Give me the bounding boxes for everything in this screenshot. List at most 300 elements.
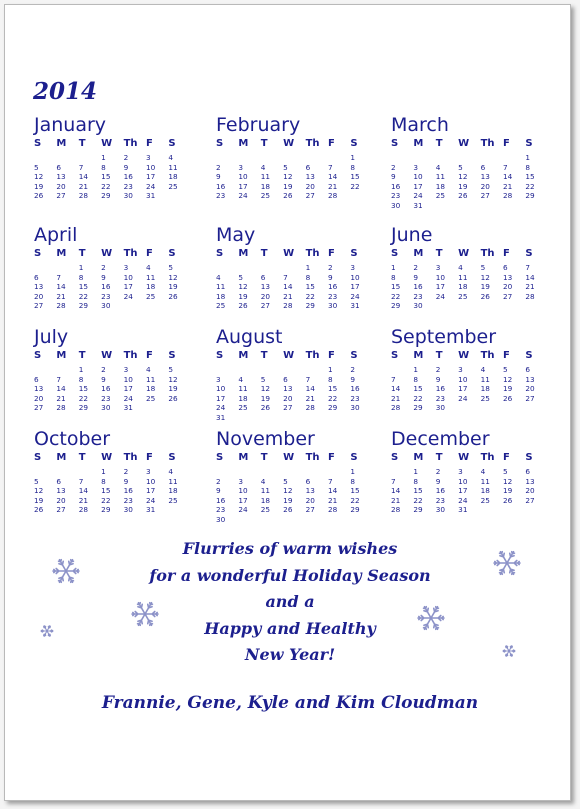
day-cell: 27 [260,301,271,310]
day-cell: 25 [458,291,468,301]
day-cell: 17 [238,181,248,191]
day-cell: 8 [78,374,84,384]
day-cell: 19 [283,181,293,191]
day-cell: 29 [305,301,315,310]
day-cell: 14 [78,486,89,495]
weekday-header: Th [305,137,320,149]
month-name: December [391,428,490,450]
day-cell: 10 [238,172,248,181]
month-grid [34,450,191,515]
day-cell: 10 [413,172,423,181]
day-cell: 26 [34,505,44,514]
day-cell [34,261,56,273]
day-cell: 1 [413,467,419,476]
weekday-header: S [34,451,42,463]
day-cell: 22 [413,393,423,403]
day-cell: 16 [101,282,111,291]
day-cell [238,413,260,423]
day-cell: 3 [238,162,244,172]
day-cell: 26 [168,393,178,403]
week-row [216,182,373,192]
day-cell [283,363,305,375]
day-cell: 8 [350,162,355,172]
week-row [216,163,373,173]
day-cell: 28 [391,505,401,514]
day-cell: 24 [458,393,468,403]
day-cell: 30 [101,403,111,412]
day-cell: 24 [145,495,156,505]
weekday-header: Th [480,247,495,259]
day-cell: 26 [502,393,513,403]
day-cell: 6 [283,374,288,384]
week-row [391,163,548,173]
weekday-header: F [327,247,335,259]
day-cell: 22 [413,495,423,505]
day-cell: 12 [283,486,293,495]
day-cell [458,201,480,211]
day-cell: 17 [123,384,133,393]
day-cell [261,151,283,163]
day-cell: 23 [435,495,446,505]
day-cell: 27 [525,495,535,505]
day-cell: 15 [78,282,89,291]
day-cell: 2 [216,162,221,172]
day-cell: 30 [216,514,226,524]
day-cell: 26 [260,403,271,412]
day-cell [481,403,503,413]
day-cell: 3 [435,263,441,272]
day-cell: 7 [78,476,84,486]
weekday-header: T [435,137,443,149]
day-cell: 5 [283,162,288,172]
day-cell [306,465,328,477]
day-cell: 9 [413,272,419,282]
day-cell: 25 [260,191,271,200]
day-cell: 1 [391,263,396,272]
day-cell: 14 [327,486,338,495]
day-cell: 19 [238,291,248,301]
day-cell: 19 [168,282,178,291]
day-cell: 18 [480,486,490,495]
day-cell: 9 [101,374,106,384]
day-cell: 26 [283,505,293,514]
weekday-header: T [78,247,86,259]
week-row [391,496,548,506]
week-row [216,496,373,506]
weekday-header: Th [123,247,138,259]
month-name: July [34,326,69,348]
day-cell: 28 [283,301,293,310]
snowflake-icon [417,604,445,632]
day-cell: 17 [145,172,156,181]
day-cell: 23 [435,393,446,403]
day-cell: 16 [123,172,133,181]
day-cell: 12 [168,272,178,282]
week-row [216,292,373,302]
day-cell: 2 [435,365,441,374]
day-cell: 20 [260,291,271,301]
day-cell: 9 [101,272,106,282]
day-cell [124,301,146,311]
weekday-header: S [391,349,399,361]
day-cell: 22 [525,181,535,191]
day-cell: 8 [525,162,530,172]
day-cell: 28 [305,403,315,412]
day-cell: 11 [168,162,178,172]
day-cell: 27 [56,191,66,200]
day-cell: 23 [216,191,226,200]
weekday-header: T [78,349,86,361]
day-cell: 21 [391,393,401,403]
day-cell: 13 [525,374,535,384]
day-cell: 10 [458,476,468,486]
day-cell: 20 [502,282,513,291]
weekday-header: M [56,451,67,463]
week-row [216,273,373,283]
weekday-header: S [168,451,176,463]
day-cell [328,413,350,423]
weekday-header: F [502,247,510,259]
day-cell: 13 [34,384,44,393]
day-cell: 30 [350,403,360,412]
day-cell: 19 [260,393,271,403]
day-cell: 20 [34,393,44,403]
week-row [391,375,548,385]
weekday-header: T [435,451,443,463]
day-cell [261,465,283,477]
day-cell: 16 [216,495,226,505]
day-cell: 6 [480,162,486,172]
weekday-header: Th [480,349,495,361]
day-cell: 3 [145,153,151,162]
day-cell: 3 [123,263,129,272]
day-cell [503,151,525,163]
day-cell: 31 [458,505,468,514]
day-cell: 12 [480,272,490,282]
weekday-header: M [238,247,249,259]
weekday-header: S [34,349,42,361]
day-cell: 10 [350,272,360,282]
month-february [216,114,386,201]
week-row [34,477,191,487]
weekday-header: Th [305,349,320,361]
greeting-line: and a [265,592,315,611]
week-row [34,403,191,413]
day-cell [503,505,525,515]
day-cell: 20 [525,486,535,495]
day-cell: 22 [78,291,89,301]
day-cell: 13 [34,282,44,291]
day-cell: 3 [458,365,463,374]
day-cell: 22 [350,495,360,505]
day-cell: 20 [480,181,490,191]
day-cell: 24 [216,403,226,412]
weekday-header: S [216,349,224,361]
day-cell: 9 [327,272,333,282]
day-cell: 6 [502,263,508,272]
day-cell: 23 [123,181,133,191]
day-cell: 2 [101,365,106,374]
day-cell [350,413,372,423]
month-name: January [34,114,107,136]
month-name: April [34,224,78,246]
day-cell: 6 [34,374,39,384]
day-cell: 19 [458,181,468,191]
day-cell: 31 [123,403,133,412]
day-cell [56,261,78,273]
week-row [216,282,373,292]
day-cell: 11 [238,384,248,393]
month-january [34,114,204,201]
day-cell: 4 [260,476,266,486]
day-cell [146,301,168,311]
day-cell: 18 [168,486,178,495]
day-cell: 26 [458,191,468,200]
day-cell: 18 [216,291,226,301]
weekday-header: S [350,247,358,259]
weekday-header: S [350,451,358,463]
month-april [34,224,204,311]
snowflake-icon [52,557,80,585]
day-cell [328,151,350,163]
weekday-header: F [327,137,335,149]
day-cell: 18 [238,393,248,403]
day-cell: 16 [123,486,133,495]
day-cell: 10 [145,162,156,172]
day-cell: 21 [327,181,338,191]
day-cell: 5 [458,162,463,172]
day-cell [34,465,56,477]
day-cell: 22 [327,393,338,403]
day-cell: 2 [350,365,355,374]
weekday-header: S [34,247,42,259]
day-cell: 20 [305,495,315,505]
day-cell [458,403,480,413]
day-cell: 8 [78,272,84,282]
day-cell: 17 [238,495,248,505]
day-cell: 12 [283,172,293,181]
day-cell: 1 [350,153,355,162]
day-cell: 1 [78,263,84,272]
weekday-header: Th [305,247,320,259]
weekday-header: W [101,247,113,259]
day-cell: 2 [391,162,396,172]
week-row [391,273,548,283]
day-cell: 3 [216,374,221,384]
day-cell: 6 [260,272,266,282]
day-cell: 14 [305,384,315,393]
week-row [391,363,548,375]
day-cell [146,403,168,413]
day-cell: 13 [305,172,315,181]
week-row [216,403,373,413]
day-cell: 14 [56,384,66,393]
day-cell: 28 [327,191,338,200]
month-grid [216,450,373,524]
day-cell [168,403,190,413]
day-cell [391,151,413,163]
day-cell [525,505,547,515]
day-cell [436,301,458,311]
day-cell: 24 [413,191,423,200]
day-cell: 18 [145,384,156,393]
day-cell: 6 [56,476,62,486]
weekday-header: F [145,247,153,259]
day-cell: 6 [305,162,311,172]
day-cell [283,465,305,477]
day-cell [481,201,503,211]
day-cell: 24 [145,181,156,191]
day-cell [436,201,458,211]
weekday-header: M [238,349,249,361]
day-cell: 18 [480,384,490,393]
day-cell [34,151,56,163]
day-cell: 22 [78,393,89,403]
weekday-header: W [283,451,295,463]
day-cell: 22 [101,181,111,191]
day-cell [216,363,238,375]
day-cell: 23 [101,393,111,403]
day-cell: 20 [56,495,66,505]
weekday-header: M [413,137,424,149]
day-cell: 21 [391,495,401,505]
day-cell [481,151,503,163]
day-cell: 9 [123,476,129,486]
day-cell: 13 [305,486,315,495]
snowflake-icon [493,549,521,577]
weekday-header: T [260,137,268,149]
day-cell [328,515,350,525]
weekday-header: F [502,349,510,361]
day-cell: 9 [123,162,129,172]
day-cell: 27 [525,393,535,403]
day-cell: 10 [435,272,446,282]
day-cell: 13 [502,272,513,282]
week-row [391,172,548,182]
day-cell: 21 [327,495,338,505]
day-cell: 10 [123,374,133,384]
weekday-header: W [283,349,295,361]
day-cell: 4 [216,272,221,282]
week-row [216,477,373,487]
day-cell: 1 [101,467,106,476]
day-cell: 28 [502,191,513,200]
week-row [216,301,373,311]
weekday-header: M [413,247,424,259]
day-cell [216,151,238,163]
day-cell: 2 [101,263,106,272]
weekday-header: M [56,247,67,259]
day-cell [56,465,78,477]
day-cell: 1 [350,467,355,476]
day-cell: 19 [480,282,490,291]
day-cell: 1 [327,365,333,374]
day-cell: 25 [168,181,178,191]
weekday-header: M [56,137,67,149]
weekday-header: S [350,137,358,149]
week-row [34,363,191,375]
day-cell: 15 [101,172,111,181]
day-cell: 21 [78,495,89,505]
day-cell: 12 [502,476,513,486]
week-row [34,375,191,385]
weekday-header: W [458,451,470,463]
day-cell: 13 [480,172,490,181]
day-cell: 31 [350,301,360,310]
day-cell: 21 [525,282,535,291]
day-cell: 5 [34,162,39,172]
day-cell: 20 [305,181,315,191]
day-cell: 24 [435,291,446,301]
day-cell: 16 [350,384,360,393]
week-row [34,163,191,173]
month-grid [391,348,548,413]
week-row [34,182,191,192]
day-cell: 6 [305,476,311,486]
month-grid [216,246,373,311]
day-cell: 24 [123,393,133,403]
day-cell: 25 [480,495,490,505]
day-cell: 23 [350,393,360,403]
day-cell: 25 [238,403,248,412]
day-cell: 3 [413,162,419,172]
day-cell: 16 [101,384,111,393]
month-grid [216,348,373,422]
day-cell: 20 [56,181,66,191]
snowflake-icon [502,644,516,658]
day-cell: 19 [283,495,293,505]
weekday-header: S [168,349,176,361]
week-row [216,394,373,404]
day-cell: 22 [391,291,401,301]
week-row [391,201,548,211]
day-cell: 2 [123,153,129,162]
day-cell: 3 [350,263,355,272]
month-grid [391,136,548,210]
day-cell: 2 [123,467,129,476]
day-cell: 31 [413,200,423,210]
day-cell [525,403,547,413]
week-row [34,301,191,311]
day-cell: 4 [145,365,151,374]
day-cell [306,363,328,375]
day-cell [56,363,78,375]
day-cell: 15 [78,384,89,393]
day-cell [503,201,525,211]
weekday-header: W [101,451,113,463]
day-cell: 8 [391,272,396,282]
day-cell [238,363,260,375]
day-cell: 5 [260,374,266,384]
day-cell: 27 [56,505,66,514]
day-cell: 16 [327,282,338,291]
day-cell: 16 [435,384,446,393]
week-row [216,465,373,477]
day-cell: 31 [216,412,226,422]
month-grid [34,246,191,311]
day-cell: 15 [305,282,315,291]
day-cell [328,465,350,477]
day-cell: 3 [238,476,244,486]
weekday-header: S [216,247,224,259]
day-cell: 25 [435,191,446,200]
month-name: September [391,326,497,348]
weekday-header: W [283,247,295,259]
week-row [391,301,548,311]
day-cell: 24 [458,495,468,505]
day-cell: 30 [123,191,133,200]
day-cell: 6 [525,365,530,374]
